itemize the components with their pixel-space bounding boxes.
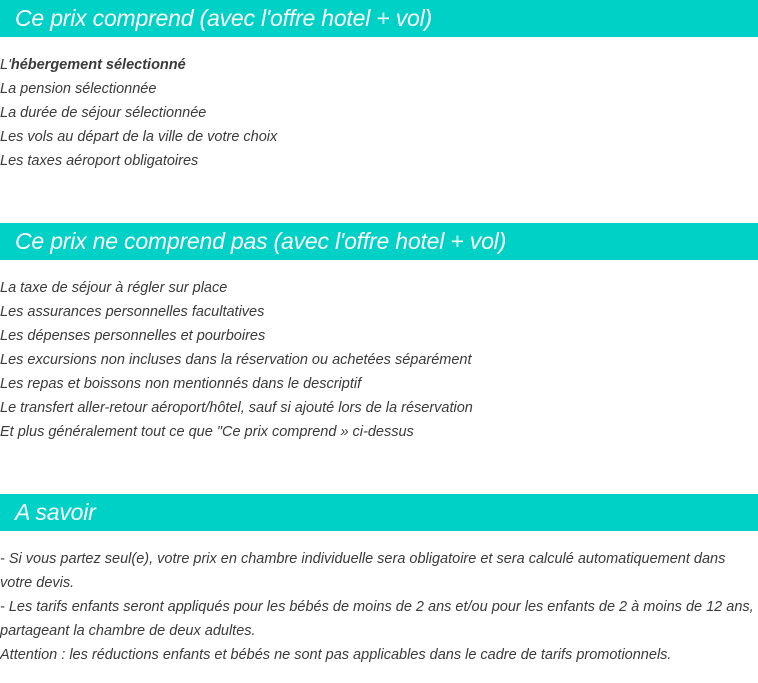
section-title-not-included: Ce prix ne comprend pas (avec l'offre hotel + vol)	[15, 228, 507, 254]
list-item: Les assurances personnelles facultatives	[0, 304, 265, 320]
list-item: Et plus généralement tout ce que "Ce prix comprend » ci-dessus	[0, 424, 414, 440]
section-header-included	[0, 0, 758, 37]
list-item-bold: hébergement sélectionné	[10, 57, 186, 73]
info-paragraph-child-rates: - Les tarifs enfants seront appliqués pour les bébés de moins de 2 ans et/ou pour les enfants de 2 à moins de 12 ans, partageant la chambre de deux adultes.	[0, 599, 754, 639]
good-to-know-body	[0, 547, 758, 667]
included-list	[0, 53, 758, 173]
section-title-good-to-know: A savoir	[15, 499, 96, 525]
list-item	[0, 53, 758, 77]
list-item: Les vols au départ de la ville de votre choix	[0, 129, 278, 145]
section-header-good-to-know	[0, 494, 758, 531]
list-item: La pension sélectionnée	[0, 81, 157, 97]
info-paragraph-single-supplement: - Si vous partez seul(e), votre prix en chambre individuelle sera obligatoire et sera calculé automatiquement dans votre devis.	[0, 551, 726, 591]
list-item: Les excursions non incluses dans la réservation ou achetées séparément	[0, 352, 472, 368]
list-item: Le transfert aller-retour aéroport/hôtel, sauf si ajouté lors de la réservation	[0, 400, 473, 416]
list-item: Les taxes aéroport obligatoires	[0, 153, 199, 169]
list-item-prefix: L'	[0, 57, 11, 73]
list-item: La durée de séjour sélectionnée	[0, 105, 207, 121]
list-item: Les repas et boissons non mentionnés dans le descriptif	[0, 376, 362, 392]
section-title-included: Ce prix comprend (avec l'offre hotel + vol)	[15, 5, 433, 31]
list-item: La taxe de séjour à régler sur place	[0, 280, 228, 296]
not-included-list	[0, 276, 758, 444]
info-paragraph-attention: Attention : les réductions enfants et bébés ne sont pas applicables dans le cadre de tarifs promotionnels.	[0, 647, 672, 663]
section-header-not-included	[0, 223, 758, 260]
list-item: Les dépenses personnelles et pourboires	[0, 328, 266, 344]
